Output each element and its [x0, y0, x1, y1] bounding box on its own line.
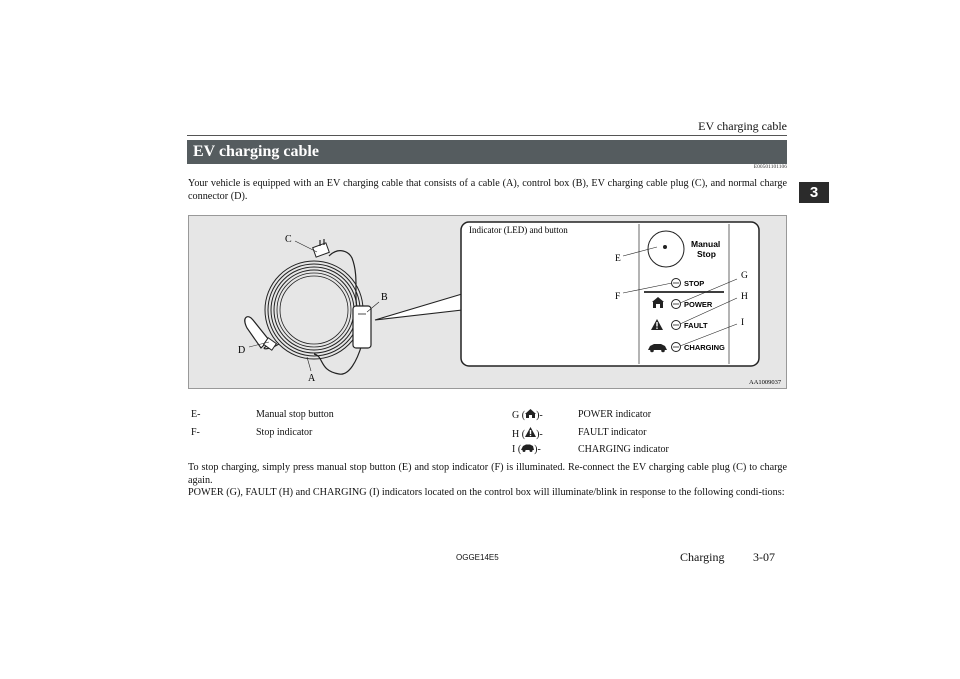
- legend-i-desc: CHARGING indicator: [578, 444, 669, 455]
- callout-d: D: [238, 345, 246, 356]
- legend-g-prefix: G (: [512, 410, 526, 421]
- callout-f: F: [615, 292, 621, 302]
- legend-h-suffix: )-: [536, 429, 543, 440]
- manual-stop-button[interactable]: [648, 231, 684, 267]
- legend-h-desc: FAULT indicator: [578, 427, 647, 438]
- inset-caption: Indicator (LED) and button: [469, 225, 568, 235]
- normal-charge-connector: [245, 317, 277, 350]
- manual-label: Manual: [691, 239, 721, 249]
- header-rule: [187, 135, 787, 136]
- chapter-tab[interactable]: 3: [799, 182, 829, 203]
- page-number: 3-07: [753, 550, 775, 564]
- legend-h-key: [512, 427, 543, 440]
- warning-triangle-icon: [525, 427, 536, 437]
- charging-indicator-label: CHARGING: [684, 343, 725, 352]
- house-plug-icon: [525, 409, 536, 418]
- section-title: EV charging cable: [187, 140, 787, 164]
- stop-indicator-label: STOP: [684, 279, 705, 288]
- callout-i: I: [741, 318, 745, 328]
- legend-g-desc: POWER indicator: [578, 409, 652, 420]
- legend-h-prefix: H (: [512, 429, 526, 440]
- intro-paragraph: Your vehicle is equipped with an EV charging cable that consists of a cable (A), control box (B), EV charging cable plug (C), and normal charge connector (D).: [188, 178, 787, 202]
- callout-h: H: [741, 292, 748, 302]
- legend-i-prefix: I (: [512, 444, 522, 455]
- stop-label: Stop: [697, 249, 716, 259]
- running-head: EV charging cable: [698, 119, 787, 133]
- paragraph-indicators: POWER (G), FAULT (H) and CHARGING (I) indicators located on the control box will illuminate/blink in response to the following condi-tions:: [188, 487, 785, 499]
- legend-g-key: [512, 409, 543, 421]
- legend-g-suffix: )-: [536, 410, 543, 421]
- illustration-svg: [189, 216, 786, 388]
- legend-i-key: [512, 444, 541, 455]
- callout-b: B: [381, 292, 388, 303]
- power-indicator-label: POWER: [684, 300, 713, 309]
- reference-code: E00501101106: [753, 164, 787, 170]
- paragraph-stop-charging: To stop charging, simply press manual stop button (E) and stop indicator (F) is illuminated. Re-connect the EV charging cable plug (C) to charge again.: [188, 462, 787, 486]
- legend-f-desc: Stop indicator: [256, 427, 313, 438]
- cable-coil: [265, 261, 363, 359]
- legend-f-key: F-: [191, 427, 200, 438]
- callout-a: A: [308, 373, 316, 384]
- figure-code: AA1009037: [749, 379, 782, 386]
- fault-indicator-label: FAULT: [684, 321, 708, 330]
- footer-code: OGGE14E5: [456, 553, 499, 562]
- callout-c: C: [285, 234, 292, 245]
- legend-i-suffix: )-: [534, 444, 541, 455]
- callout-e: E: [615, 254, 621, 264]
- ev-cable-illustration: [188, 215, 787, 389]
- charging-plug: [313, 239, 330, 257]
- legend-e-desc: Manual stop button: [256, 409, 334, 420]
- control-box: [353, 306, 371, 348]
- footer-section: Charging: [680, 550, 725, 564]
- body-text: [188, 462, 787, 500]
- legend-e-key: E-: [191, 409, 201, 420]
- car-icon: [521, 444, 534, 452]
- callout-g: G: [741, 271, 748, 281]
